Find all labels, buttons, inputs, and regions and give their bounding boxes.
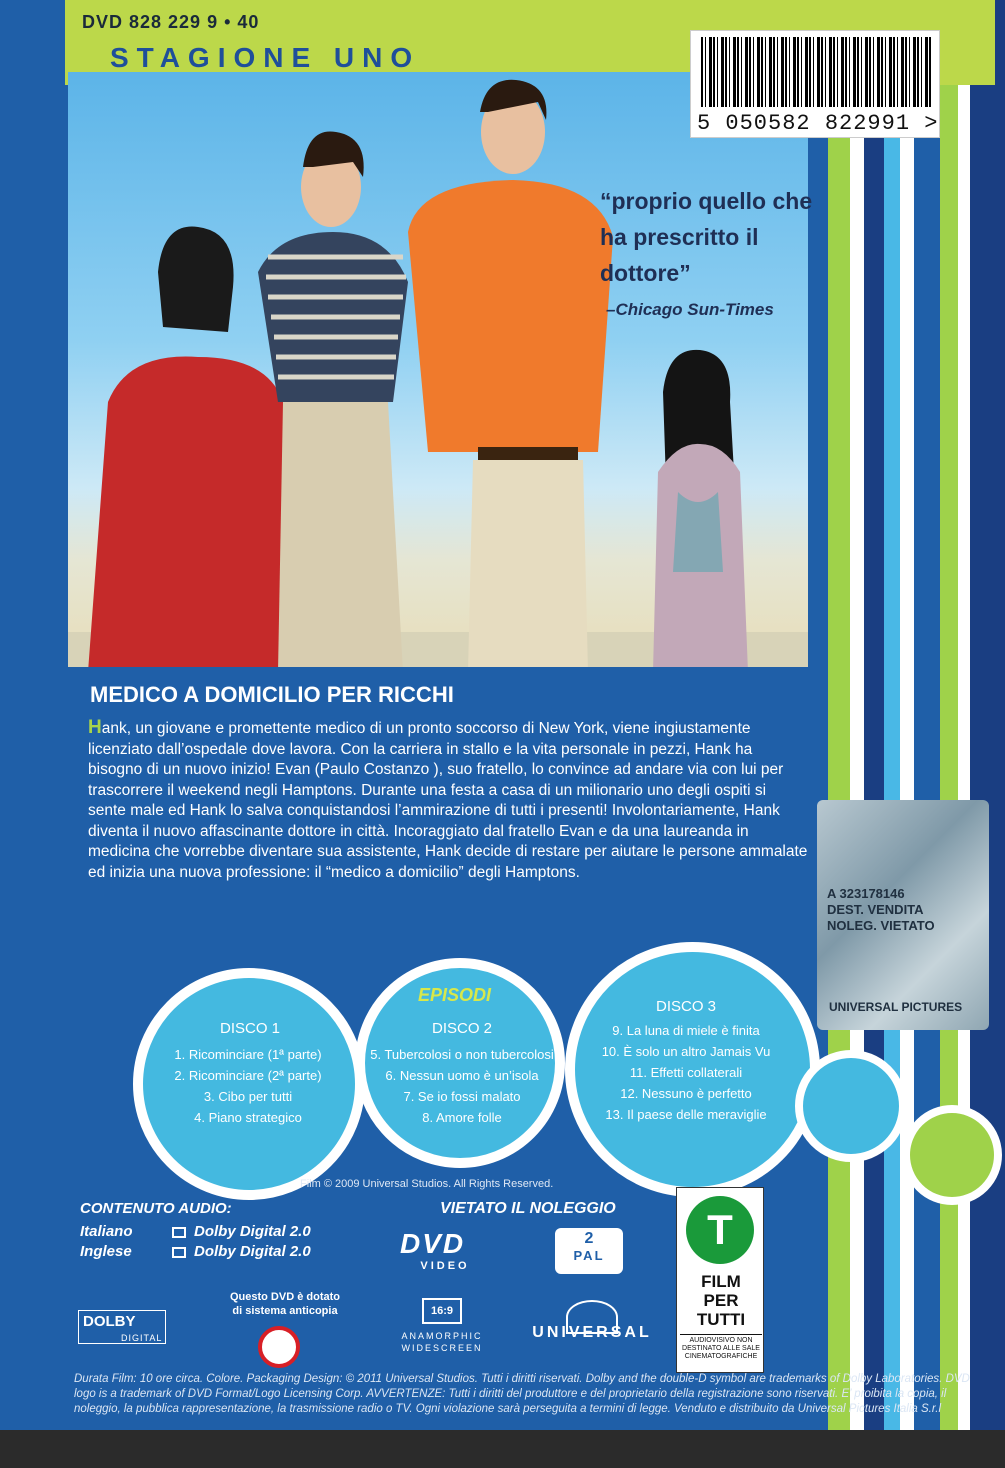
pal-label: PAL: [573, 1248, 605, 1263]
widescreen-line: ANAMORPHIC: [401, 1331, 483, 1341]
episode-item: 6. Nessun uomo è un’isola: [385, 1068, 539, 1083]
siae-hologram-sticker: [817, 800, 989, 1030]
disc-1-episodes: [148, 1044, 348, 1128]
anamorphic-widescreen-logo: [392, 1298, 492, 1354]
hologram-label: UNIVERSAL PICTURES: [829, 1000, 963, 1014]
audio-language: Italiano: [80, 1223, 133, 1240]
episodes-heading: EPISODI: [418, 985, 492, 1005]
universal-logo: [528, 1300, 656, 1342]
dvd-logo-text: DVD: [400, 1228, 466, 1259]
stripe: [850, 0, 864, 1468]
aspect-ratio: 16:9: [422, 1298, 462, 1324]
rental-prohibited-label: VIETATO IL NOLEGGIO: [440, 1200, 616, 1217]
region-number: 2: [584, 1230, 594, 1247]
rating-box: [676, 1187, 764, 1373]
dolby-dd-icon: [172, 1247, 186, 1258]
barcode-number: 5 050582 822991 >: [697, 111, 939, 136]
synopsis-drop-letter: H: [88, 717, 102, 738]
barcode-bars: [701, 37, 931, 107]
synopsis-body: ank, un giovane e promettente medico di un pronto soccorso di New York, viene ingiustamente licenziato dall’ospedale dove lavora. Con la carriera in stallo e la vita personale in pezzi, Hank ha bisogno di un nuovo inizio! Evan (Paulo Costanzo ), suo fratello, lo convince ad andare via con lui per trascorrere il weekend negli Hamptons. Durante una festa a casa di un milionario uno degli ospiti si sente male ed Hank lo salva conquistandosi l’ammirazione di tutti i presenti! Involontariamente, Hank diventa il nuovo affascinante dottore in città. Incoraggiato dal fratello Evan e da una laureanda in medicina che vorrebbe diventare sua assistente, Hank decide di restare per aiutare le persone ammalate ed inizia una nuova professione: il “medico a domicilio” degli Hamptons.: [88, 720, 808, 881]
audio-format: Dolby Digital 2.0: [194, 1243, 311, 1260]
episode-item: 7. Se io fossi malato: [403, 1089, 521, 1104]
no-copy-icon: [258, 1326, 300, 1368]
rating-note: AUDIOVISIVO NON DESTINATO ALLE SALE CINEMATOGRAFICHE: [680, 1334, 762, 1361]
dvd-logo-sub: VIDEO: [420, 1260, 470, 1272]
dolby-digital-logo: [78, 1310, 166, 1344]
disc-1-title: DISCO 1: [219, 1020, 280, 1037]
region-pal-badge: [555, 1228, 623, 1274]
episode-item: 10. È solo un altro Jamais Vu: [601, 1044, 771, 1059]
anticopy-notice: [220, 1290, 350, 1318]
rating-line: PER: [703, 1291, 739, 1310]
episode-item: 9. La luna di miele è finita: [612, 1023, 760, 1038]
review-source: –Chicago Sun-Times: [606, 300, 774, 319]
deco-circle: [795, 1050, 907, 1162]
review-quote: “proprio quello che ha prescritto il dottore”: [600, 188, 813, 286]
rating-line: TUTTI: [696, 1310, 746, 1329]
anticopy-line: di sistema anticopia: [232, 1305, 338, 1317]
episode-item: 2. Ricominciare (2ª parte): [174, 1068, 322, 1083]
barcode: [690, 30, 940, 138]
stripe: [864, 0, 884, 1468]
stripe: [958, 0, 970, 1468]
stripe: [884, 0, 900, 1468]
disc-3-title: DISCO 3: [655, 998, 716, 1015]
disc-2-title: DISCO 2: [431, 1020, 492, 1037]
deco-circle: [902, 1105, 1002, 1205]
stripe: [914, 0, 940, 1468]
film-copyright: Film © 2009 Universal Studios. All Rights Reserved.: [300, 1178, 554, 1190]
hologram-code-line: NOLEG. VIETATO: [827, 918, 935, 933]
episode-item: 1. Ricominciare (1ª parte): [174, 1047, 322, 1062]
stripe: [900, 0, 914, 1468]
episode-item: 5. Tubercolosi o non tubercolosi: [370, 1047, 554, 1062]
season-title: STAGIONE UNO: [110, 42, 421, 73]
hologram-code-line: DEST. VENDITA: [827, 902, 924, 917]
stripe: [940, 0, 958, 1468]
rating-text: [677, 1272, 765, 1329]
episode-item: 11. Effetti collaterali: [629, 1065, 743, 1080]
disc-2-episodes: [362, 1044, 562, 1128]
dolby-dd-icon: [172, 1227, 186, 1238]
synopsis-title: MEDICO A DOMICILIO PER RICCHI: [90, 682, 454, 707]
disc-3-episodes: [586, 1020, 786, 1125]
dvd-video-logo: [400, 1228, 490, 1284]
legal-notice: Durata Film: 10 ore circa. Colore. Packaging Design: © 2011 Universal Studios. Tutti i diritti riservati. Dolby and the double-D symbol are trademarks of Dolby Laboratories. DVD logo is a trademark of DVD Format/Logo Licensing Corp. AVVERTENZE: Tutti i diritti del produttore e del proprietario della registrazione sono riservati. E’ proibita la copia, il noleggio, la pubblica rappresentazione, la trasmissione radio o TV. Ogni violazione sarà perseguita a termini di legge. Venduto e distribuito da Universal Pictures Italia S.r.l: [74, 1373, 970, 1415]
dolby-sub: DIGITAL: [121, 1333, 163, 1343]
case-bottom-edge: [0, 1430, 1005, 1468]
cast-illustration: [68, 72, 808, 667]
synopsis-text: [88, 718, 808, 883]
audio-format: Dolby Digital 2.0: [194, 1223, 311, 1240]
audio-content-title: CONTENUTO AUDIO:: [80, 1200, 232, 1217]
hologram-code-line: A 323178146: [827, 886, 905, 901]
cast-photo: [68, 72, 808, 667]
episode-item: 12. Nessuno è perfetto: [620, 1086, 752, 1101]
episode-item: 3. Cibo per tutti: [203, 1089, 293, 1104]
episode-item: 4. Piano strategico: [194, 1110, 302, 1125]
widescreen-text: [392, 1330, 492, 1354]
universal-text: UNIVERSAL: [532, 1324, 652, 1341]
episode-item: 13. Il paese delle meraviglie: [605, 1107, 767, 1122]
episode-item: 8. Amore folle: [422, 1110, 502, 1125]
widescreen-line: WIDESCREEN: [401, 1343, 483, 1353]
audio-language: Inglese: [80, 1243, 132, 1260]
stripe: [970, 0, 1005, 1468]
anticopy-line: Questo DVD è dotato: [229, 1291, 340, 1303]
dolby-brand: DOLBY: [83, 1313, 136, 1330]
hologram-code: [827, 886, 935, 934]
rating-line: FILM: [701, 1272, 741, 1291]
rating-letter: T: [686, 1196, 754, 1264]
dvd-catalog-code: DVD 828 229 9 • 40: [82, 12, 260, 32]
